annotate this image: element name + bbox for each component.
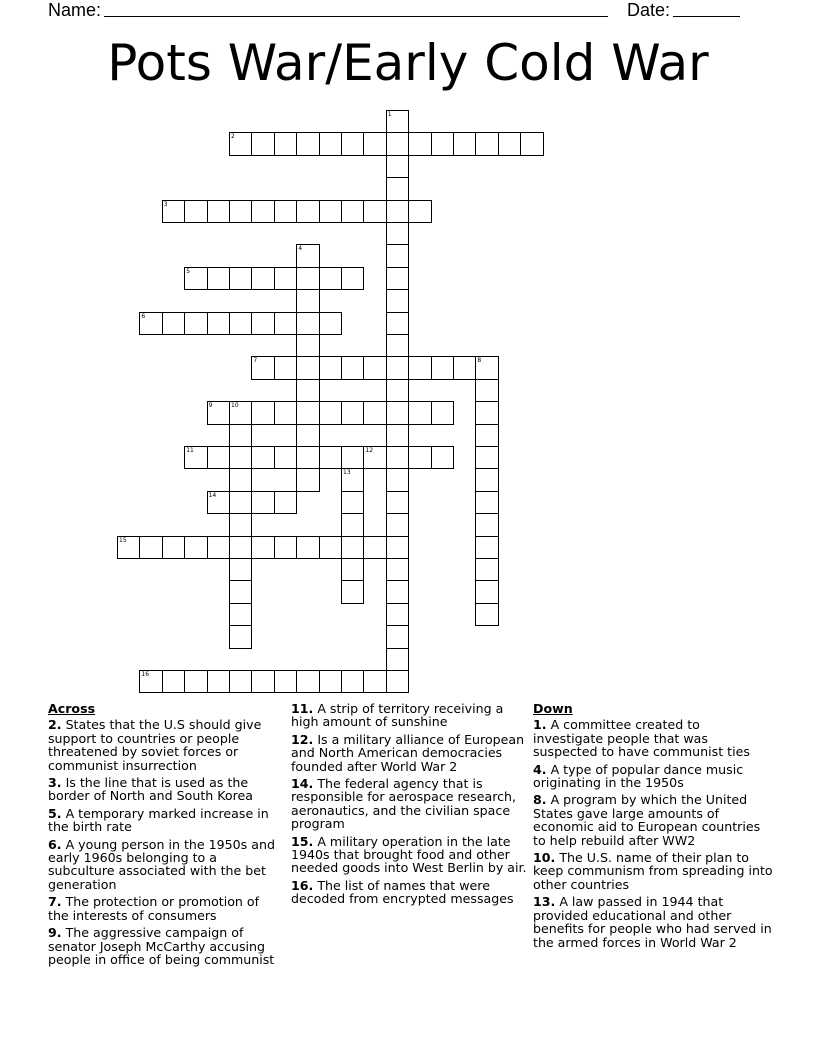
crossword-cell[interactable] [363, 670, 386, 693]
clue-text: A temporary marked increase in the birth rate [48, 805, 269, 835]
crossword-cell[interactable] [341, 580, 364, 603]
crossword-cell[interactable] [296, 312, 319, 335]
crossword-cell[interactable] [475, 603, 498, 626]
clue-number: 6. [48, 836, 62, 852]
crossword-cell[interactable] [475, 468, 498, 491]
crossword-cell[interactable] [274, 312, 297, 335]
crossword-cell[interactable] [341, 200, 364, 223]
clues-column-2 [291, 702, 527, 910]
crossword-cell[interactable] [475, 536, 498, 559]
clue-text: A committee created to investigate people that was suspected to have communist ties [533, 717, 750, 760]
crossword-cell[interactable] [386, 603, 409, 626]
clue [48, 776, 280, 803]
crossword-cell[interactable] [319, 312, 342, 335]
clue-text: Is a military alliance of European and North American democracies founded after World War 2 [291, 731, 525, 774]
clue-number: 8 [477, 357, 482, 365]
clue-number: 3 [163, 200, 168, 208]
clue-number: 2. [48, 717, 62, 733]
crossword-cell[interactable] [341, 446, 364, 469]
crossword-cell[interactable] [229, 603, 252, 626]
crossword-cell[interactable] [319, 401, 342, 424]
crossword-cell[interactable] [319, 446, 342, 469]
clue-number: 7. [48, 894, 62, 910]
clue-number: 9. [48, 925, 62, 941]
crossword-cell[interactable] [229, 625, 252, 648]
crossword-cell[interactable] [184, 670, 207, 693]
crossword-cell[interactable] [408, 401, 431, 424]
crossword-cell[interactable] [475, 580, 498, 603]
crossword-cell[interactable] [431, 356, 454, 379]
crossword-cell[interactable] [386, 401, 409, 424]
clue [533, 718, 773, 758]
crossword-cell[interactable] [139, 312, 162, 335]
crossword-cell[interactable] [184, 312, 207, 335]
crossword-cell[interactable] [229, 670, 252, 693]
crossword-cell[interactable] [319, 670, 342, 693]
crossword-cell[interactable] [319, 132, 342, 155]
crossword-cell[interactable] [431, 132, 454, 155]
crossword-cell[interactable] [207, 200, 230, 223]
clue-number: 13 [343, 469, 351, 477]
crossword-cell[interactable] [475, 401, 498, 424]
crossword-cell[interactable] [319, 536, 342, 559]
clue-number: 1 [387, 111, 392, 118]
crossword-cell[interactable] [229, 267, 252, 290]
clue-number: 8. [533, 792, 547, 808]
crossword-cell[interactable] [229, 468, 252, 491]
crossword-cell[interactable] [386, 334, 409, 357]
crossword-cell[interactable] [475, 424, 498, 447]
clue-text: A law passed in 1944 that provided educational and other benefits for people who had served in the armed forces in World War 2 [533, 894, 772, 950]
crossword-cell[interactable] [296, 670, 319, 693]
clue [533, 895, 773, 949]
crossword-cell[interactable] [431, 401, 454, 424]
crossword-cell[interactable] [162, 670, 185, 693]
crossword-cell[interactable] [363, 446, 386, 469]
crossword-cell[interactable] [386, 356, 409, 379]
clue [291, 733, 527, 773]
clue [48, 807, 280, 834]
crossword-cell[interactable] [475, 446, 498, 469]
crossword-cell[interactable] [475, 379, 498, 402]
crossword-cell[interactable] [184, 200, 207, 223]
crossword-cell[interactable] [341, 401, 364, 424]
crossword-cell[interactable] [274, 401, 297, 424]
clue [48, 895, 280, 922]
crossword-cell[interactable] [386, 110, 409, 133]
crossword-cell[interactable] [296, 446, 319, 469]
clue-number: 3. [48, 775, 62, 791]
crossword-cell[interactable] [296, 289, 319, 312]
clue-number: 12. [291, 731, 314, 747]
clue-number: 14 [208, 491, 217, 499]
crossword-cell[interactable] [251, 200, 274, 223]
crossword-cell[interactable] [386, 424, 409, 447]
clue-text: The federal agency that is responsible for aerospace research, aeronautics, and the civilian space program [291, 776, 517, 832]
crossword-cell[interactable] [296, 468, 319, 491]
clues-column-1 [48, 702, 280, 970]
crossword-cell[interactable] [386, 491, 409, 514]
crossword-cell[interactable] [341, 558, 364, 581]
crossword-cell[interactable] [274, 267, 297, 290]
clue [533, 763, 773, 790]
clue-number: 5. [48, 805, 62, 821]
across-heading: Across [48, 701, 96, 716]
name-label: Name: [48, 0, 102, 20]
crossword-cell[interactable] [408, 132, 431, 155]
clue-number: 16. [291, 877, 314, 893]
clue-number: 5 [186, 267, 191, 275]
clue-number: 7 [253, 357, 258, 365]
crossword-cell[interactable] [408, 356, 431, 379]
crossword-cell[interactable] [386, 177, 409, 200]
clue [291, 879, 527, 906]
crossword-cell[interactable] [341, 356, 364, 379]
crossword-cell[interactable] [341, 132, 364, 155]
crossword-cell[interactable] [296, 379, 319, 402]
crossword-cell[interactable] [386, 536, 409, 559]
crossword-cell[interactable] [453, 356, 476, 379]
crossword-cell[interactable] [229, 132, 252, 155]
crossword-cell[interactable] [162, 200, 185, 223]
crossword-cell[interactable] [296, 356, 319, 379]
crossword-cell[interactable] [319, 267, 342, 290]
crossword-cell[interactable] [207, 670, 230, 693]
crossword-cell[interactable] [229, 401, 252, 424]
crossword-cell[interactable] [363, 200, 386, 223]
crossword-cell[interactable] [386, 222, 409, 245]
crossword-cell[interactable] [274, 491, 297, 514]
crossword-cell[interactable] [274, 356, 297, 379]
clue-text: The U.S. name of their plan to keep communism from spreading into other countries [533, 850, 773, 892]
crossword-cell[interactable] [296, 334, 319, 357]
crossword-cell[interactable] [251, 401, 274, 424]
crossword-cell[interactable] [139, 670, 162, 693]
crossword-cell[interactable] [520, 132, 543, 155]
crossword-cell[interactable] [319, 356, 342, 379]
crossword-cell[interactable] [386, 289, 409, 312]
clue-text: The protection or promotion of the interests of consumers [48, 894, 260, 923]
crossword-cell[interactable] [274, 200, 297, 223]
clue-number: 1. [533, 717, 547, 733]
crossword-cell[interactable] [251, 491, 274, 514]
crossword-cell[interactable] [386, 670, 409, 693]
crossword-cell[interactable] [296, 401, 319, 424]
crossword-cell[interactable] [475, 558, 498, 581]
clues-column-3 [533, 702, 773, 953]
crossword-cell[interactable] [386, 625, 409, 648]
crossword-cell[interactable] [251, 267, 274, 290]
crossword-cell[interactable] [386, 468, 409, 491]
crossword-cell[interactable] [274, 536, 297, 559]
crossword-cell[interactable] [229, 200, 252, 223]
crossword-cell[interactable] [251, 446, 274, 469]
clue-number: 4 [298, 245, 303, 253]
crossword-cell[interactable] [296, 424, 319, 447]
crossword-cell[interactable] [363, 356, 386, 379]
clue-text: The list of names that were decoded from encrypted messages [291, 877, 514, 907]
date-label: Date: [627, 0, 671, 20]
clue-number: 12 [365, 447, 374, 454]
clue-number: 11. [291, 701, 314, 716]
clue-text: The aggressive campaign of senator Joseph McCarthy accusing people in office of being communist [48, 925, 275, 967]
crossword-cell[interactable] [386, 244, 409, 267]
crossword-cell[interactable] [386, 312, 409, 335]
crossword-cell[interactable] [184, 536, 207, 559]
crossword-cell[interactable] [296, 132, 319, 155]
crossword-cell[interactable] [229, 558, 252, 581]
crossword-cell[interactable] [296, 244, 319, 267]
crossword-cell[interactable] [207, 267, 230, 290]
clue-number: 6 [141, 312, 146, 320]
crossword-cell[interactable] [229, 536, 252, 559]
crossword-cell[interactable] [386, 580, 409, 603]
crossword-cell[interactable] [251, 312, 274, 335]
crossword-cell[interactable] [363, 132, 386, 155]
crossword-cell[interactable] [475, 356, 498, 379]
page-title: Pots War/Early Cold War [107, 34, 709, 92]
crossword-cell[interactable] [453, 132, 476, 155]
crossword-cell[interactable] [363, 536, 386, 559]
crossword-cell[interactable] [251, 536, 274, 559]
crossword-cell[interactable] [162, 536, 185, 559]
clue-text: A strip of territory receiving a high amount of sunshine [291, 701, 504, 730]
clue-number: 2 [231, 133, 235, 141]
crossword-cell[interactable] [475, 513, 498, 536]
crossword-cell[interactable] [207, 491, 230, 514]
clue-number: 10. [533, 850, 556, 866]
clue [533, 793, 773, 847]
crossword-cell[interactable] [251, 132, 274, 155]
clue-text: A military operation in the late 1940s that brought food and other needed goods into West Berlin by air. [291, 833, 527, 876]
crossword-cell[interactable] [319, 200, 342, 223]
clue-text: A type of popular dance music originating in the 1950s [533, 761, 744, 791]
crossword-cell[interactable] [296, 267, 319, 290]
crossword-cell[interactable] [296, 536, 319, 559]
crossword-cell[interactable] [274, 446, 297, 469]
crossword-cell[interactable] [408, 200, 431, 223]
crossword-cell[interactable] [341, 491, 364, 514]
crossword-cell[interactable] [229, 513, 252, 536]
clue [48, 838, 280, 892]
clue-text: A program by which the United States gave large amounts of economic aid to European countries to help rebuild after WW2 [533, 792, 761, 848]
crossword-cell[interactable] [251, 356, 274, 379]
crossword-cell[interactable] [498, 132, 521, 155]
crossword-cell[interactable] [386, 558, 409, 581]
crossword-cell[interactable] [341, 468, 364, 491]
clue [533, 851, 773, 891]
clue-number: 11 [186, 447, 194, 454]
crossword-cell[interactable] [139, 536, 162, 559]
crossword-cell[interactable] [341, 536, 364, 559]
crossword-cell[interactable] [274, 132, 297, 155]
clue-number: 10 [231, 402, 239, 410]
crossword-cell[interactable] [431, 446, 454, 469]
crossword-cell[interactable] [229, 446, 252, 469]
crossword-cell[interactable] [386, 267, 409, 290]
crossword-cell[interactable] [363, 401, 386, 424]
crossword-cell[interactable] [341, 267, 364, 290]
clue-text: A young person in the 1950s and early 1960s belonging to a subculture associated with the bet generation [48, 836, 275, 892]
crossword-cell[interactable] [475, 491, 498, 514]
clue-number: 4. [533, 761, 547, 777]
clue [291, 835, 527, 875]
crossword-cell[interactable] [162, 312, 185, 335]
crossword-cell[interactable] [207, 446, 230, 469]
crossword-cell[interactable] [408, 446, 431, 469]
crossword-cell[interactable] [475, 132, 498, 155]
crossword-cell[interactable] [229, 424, 252, 447]
crossword-cell[interactable] [117, 536, 140, 559]
clue [291, 702, 527, 729]
clue [48, 718, 280, 772]
crossword-cell[interactable] [386, 513, 409, 536]
clue-number: 15 [119, 536, 127, 544]
clue-number: 16 [141, 671, 150, 678]
crossword-cell[interactable] [229, 580, 252, 603]
crossword-cell[interactable] [184, 446, 207, 469]
clue-number: 15. [291, 833, 314, 849]
crossword-cell[interactable] [207, 536, 230, 559]
crossword-cell[interactable] [229, 312, 252, 335]
crossword-cell[interactable] [274, 670, 297, 693]
crossword-cell[interactable] [386, 132, 409, 155]
crossword-cell[interactable] [386, 648, 409, 671]
crossword-cell[interactable] [184, 267, 207, 290]
clue [291, 777, 527, 831]
down-heading: Down [533, 701, 573, 716]
crossword-cell[interactable] [386, 200, 409, 223]
clue-number: 13. [533, 894, 556, 910]
crossword-cell[interactable] [386, 446, 409, 469]
clue-text: Is the line that is used as the border of North and South Korea [48, 775, 253, 804]
crossword-cell[interactable] [386, 155, 409, 178]
clue [48, 926, 280, 966]
crossword-cell[interactable] [341, 513, 364, 536]
crossword-cell[interactable] [296, 200, 319, 223]
clue-text: States that the U.S should give support to countries or people threatened by soviet forces or communist insurrection [48, 717, 262, 773]
crossword-cell[interactable] [251, 670, 274, 693]
crossword-cell[interactable] [207, 401, 230, 424]
clue-number: 14. [291, 776, 314, 792]
crossword-cell[interactable] [386, 379, 409, 402]
crossword-cell[interactable] [341, 670, 364, 693]
clue-number: 9 [208, 402, 213, 410]
crossword-cell[interactable] [207, 312, 230, 335]
crossword-cell[interactable] [229, 491, 252, 514]
